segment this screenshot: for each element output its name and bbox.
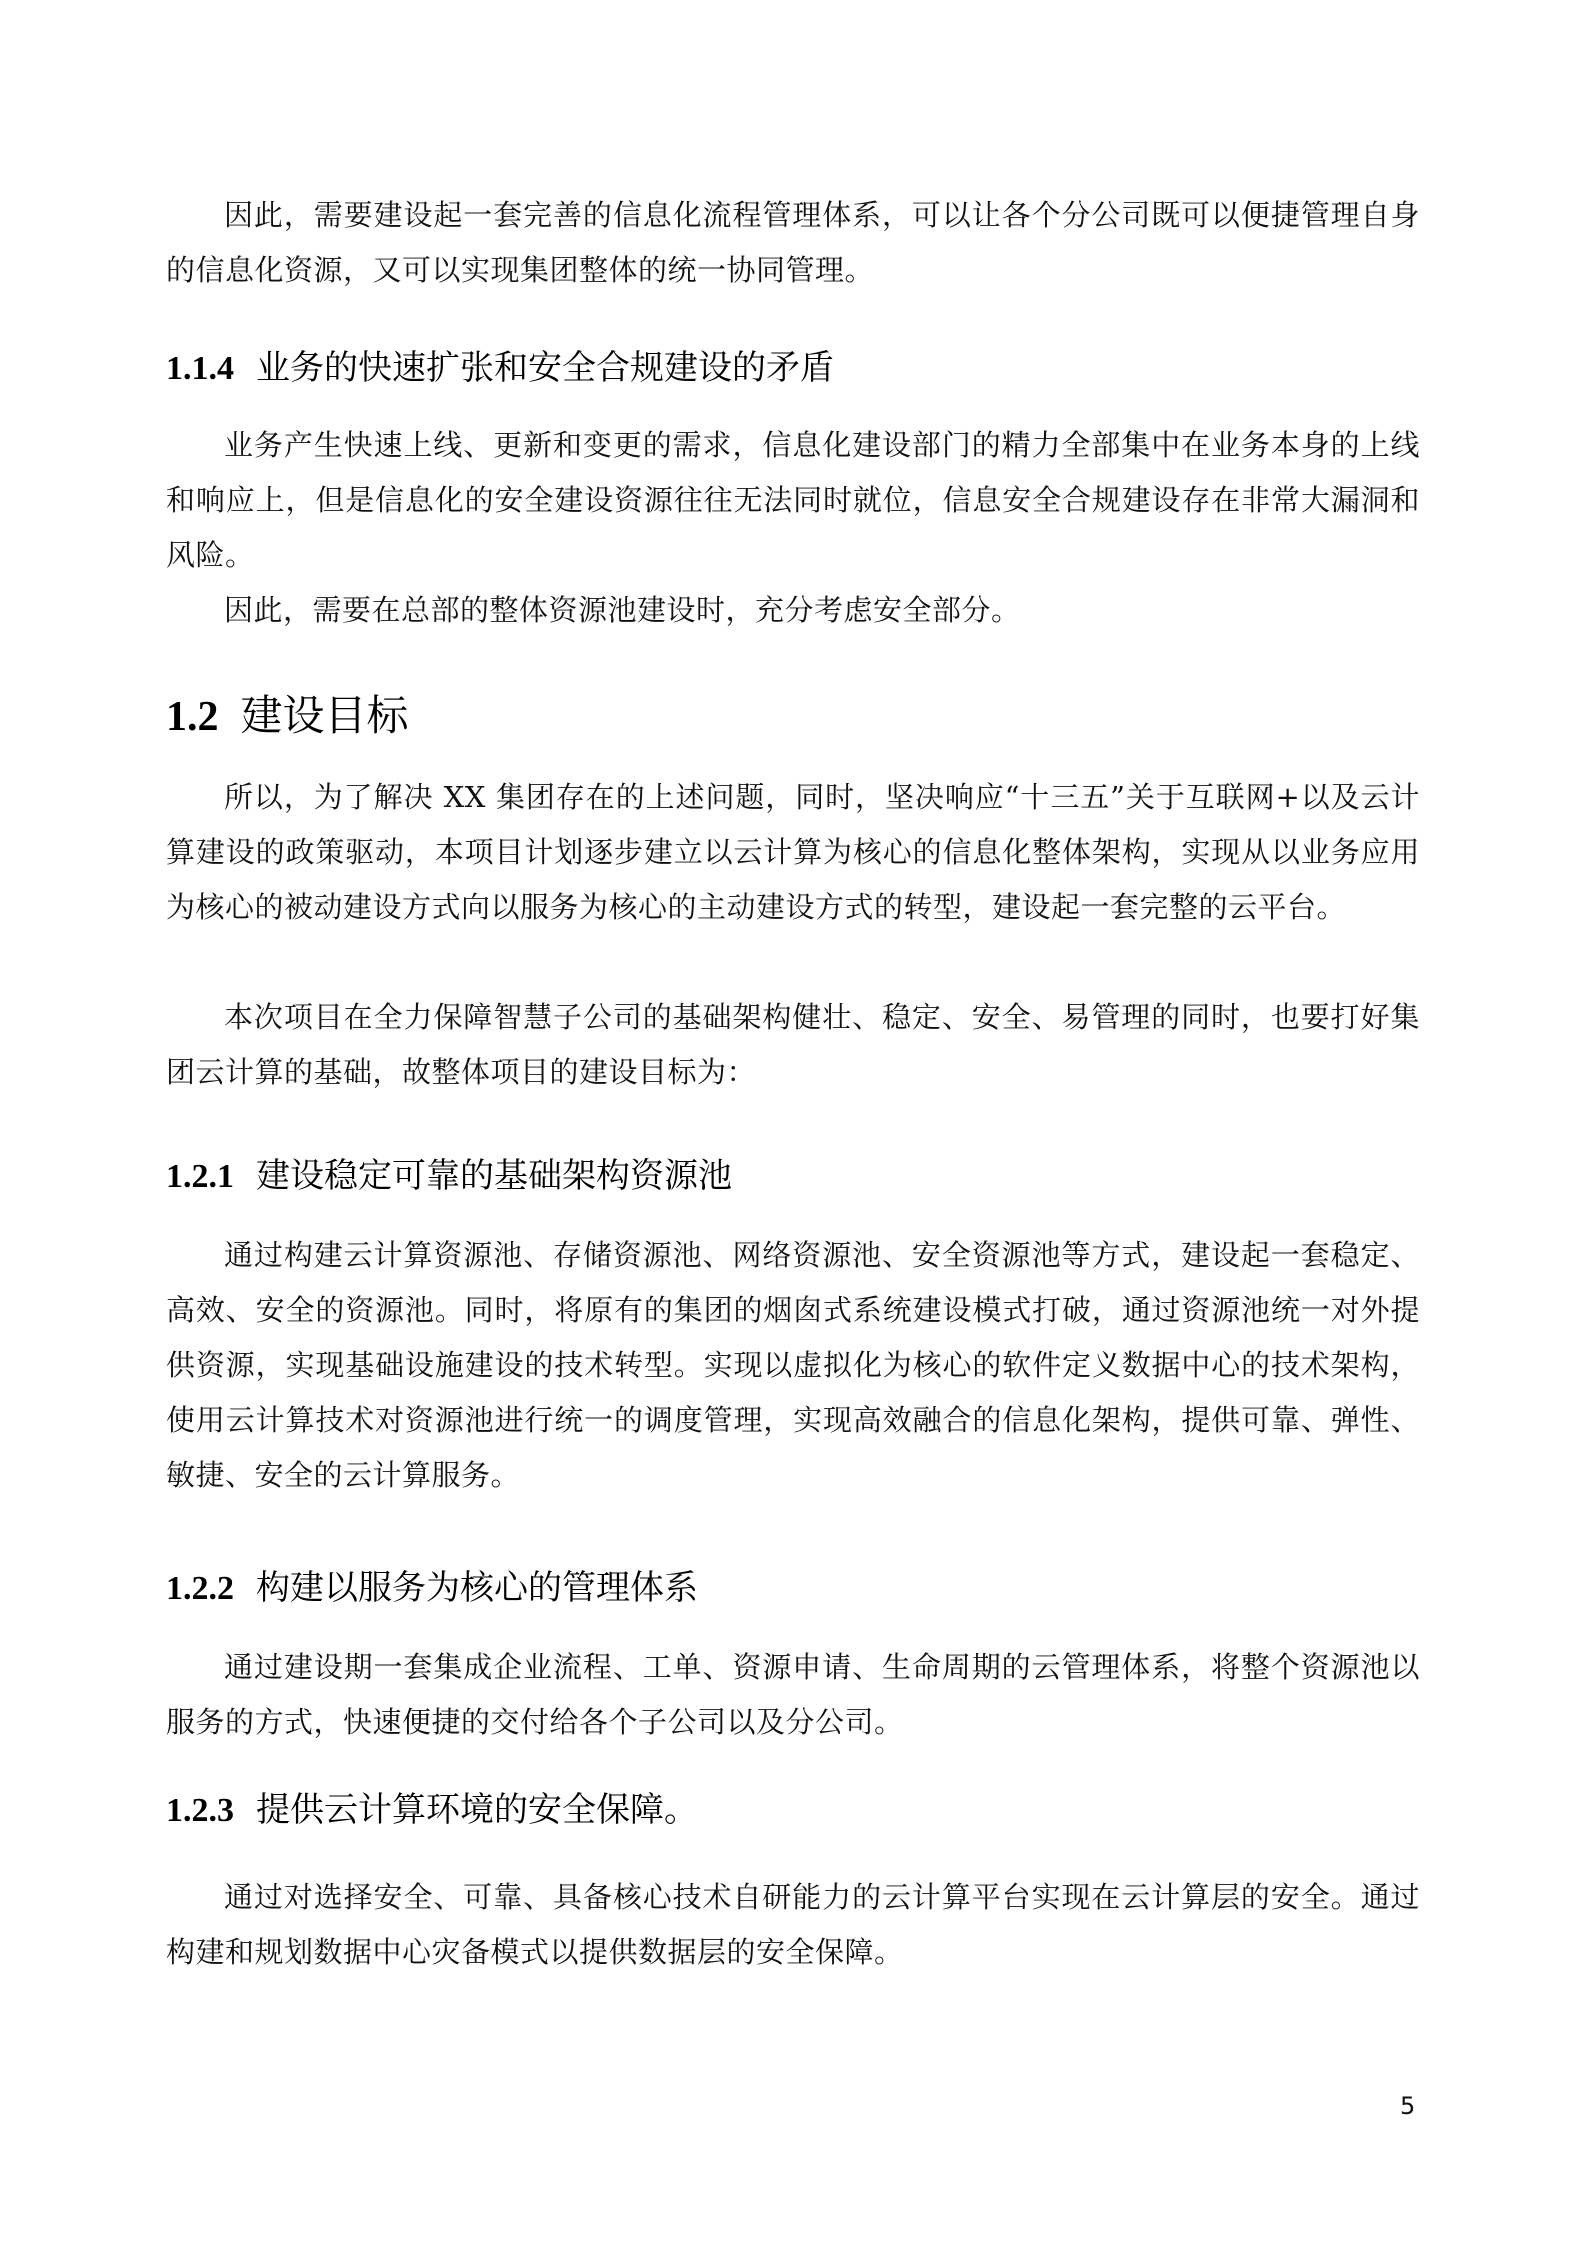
heading-number: 1.2	[166, 694, 219, 740]
heading-number: 1.2.3	[166, 1792, 234, 1829]
heading-1-2-3	[166, 1782, 698, 1831]
heading-1-2	[166, 683, 409, 743]
heading-1-2-1	[166, 1148, 732, 1197]
heading-number: 1.2.1	[166, 1158, 234, 1195]
paragraph-1: 因此，需要建设起一套完善的信息化流程管理体系，可以让各个分公司既可以便捷管理自身的信息化资源，又可以实现集团整体的统一协同管理。	[166, 198, 1420, 287]
heading-1-2-2	[166, 1560, 698, 1609]
paragraph-6: 通过构建云计算资源池、存储资源池、网络资源池、安全资源池等方式，建设起一套稳定、高效、安全的资源池。同时，将原有的集团的烟囱式系统建设模式打破，通过资源池统一对外提供资源，实现基础设施建设的技术转型。实现以虚拟化为核心的软件定义数据中心的技术架构，使用云计算技术对资源池进行统一的调度管理，实现高效融合的信息化架构，提供可靠、弹性、敏捷、安全的云计算服务。	[166, 1238, 1420, 1492]
heading-1-1-4	[166, 340, 834, 389]
heading-number: 1.1.4	[166, 350, 234, 387]
page-number: 5	[1400, 2092, 1416, 2120]
heading-title: 建设目标	[240, 691, 409, 740]
paragraph-4: 所以，为了解决 XX 集团存在的上述问题，同时，坚决响应“十三五”关于互联网+以及云计算建设的政策驱动，本项目计划逐步建立以云计算为核心的信息化整体架构，实现从以业务应用为核心的被动建设方式向以服务为核心的主动建设方式的转型，建设起一套完整的云平台。	[166, 780, 1420, 924]
heading-title: 提供云计算环境的安全保障。	[256, 1790, 698, 1830]
paragraph-2: 业务产生快速上线、更新和变更的需求，信息化建设部门的精力全部集中在业务本身的上线和响应上，但是信息化的安全建设资源往往无法同时就位，信息安全合规建设存在非常大漏洞和风险。	[166, 428, 1420, 572]
heading-number: 1.2.2	[166, 1570, 234, 1607]
heading-title: 业务的快速扩张和安全合规建设的矛盾	[256, 348, 834, 388]
paragraph-5: 本次项目在全力保障智慧子公司的基础架构健壮、稳定、安全、易管理的同时，也要打好集团云计算的基础，故整体项目的建设目标为：	[166, 1000, 1420, 1089]
heading-title: 构建以服务为核心的管理体系	[256, 1568, 698, 1608]
paragraph-3: 因此，需要在总部的整体资源池建设时，充分考虑安全部分。	[224, 593, 1021, 627]
paragraph-7: 通过建设期一套集成企业流程、工单、资源申请、生命周期的云管理体系，将整个资源池以服务的方式，快速便捷的交付给各个子公司以及分公司。	[166, 1650, 1420, 1739]
paragraph-8: 通过对选择安全、可靠、具备核心技术自研能力的云计算平台实现在云计算层的安全。通过构建和规划数据中心灾备模式以提供数据层的安全保障。	[166, 1880, 1420, 1969]
heading-title: 建设稳定可靠的基础架构资源池	[256, 1156, 732, 1196]
